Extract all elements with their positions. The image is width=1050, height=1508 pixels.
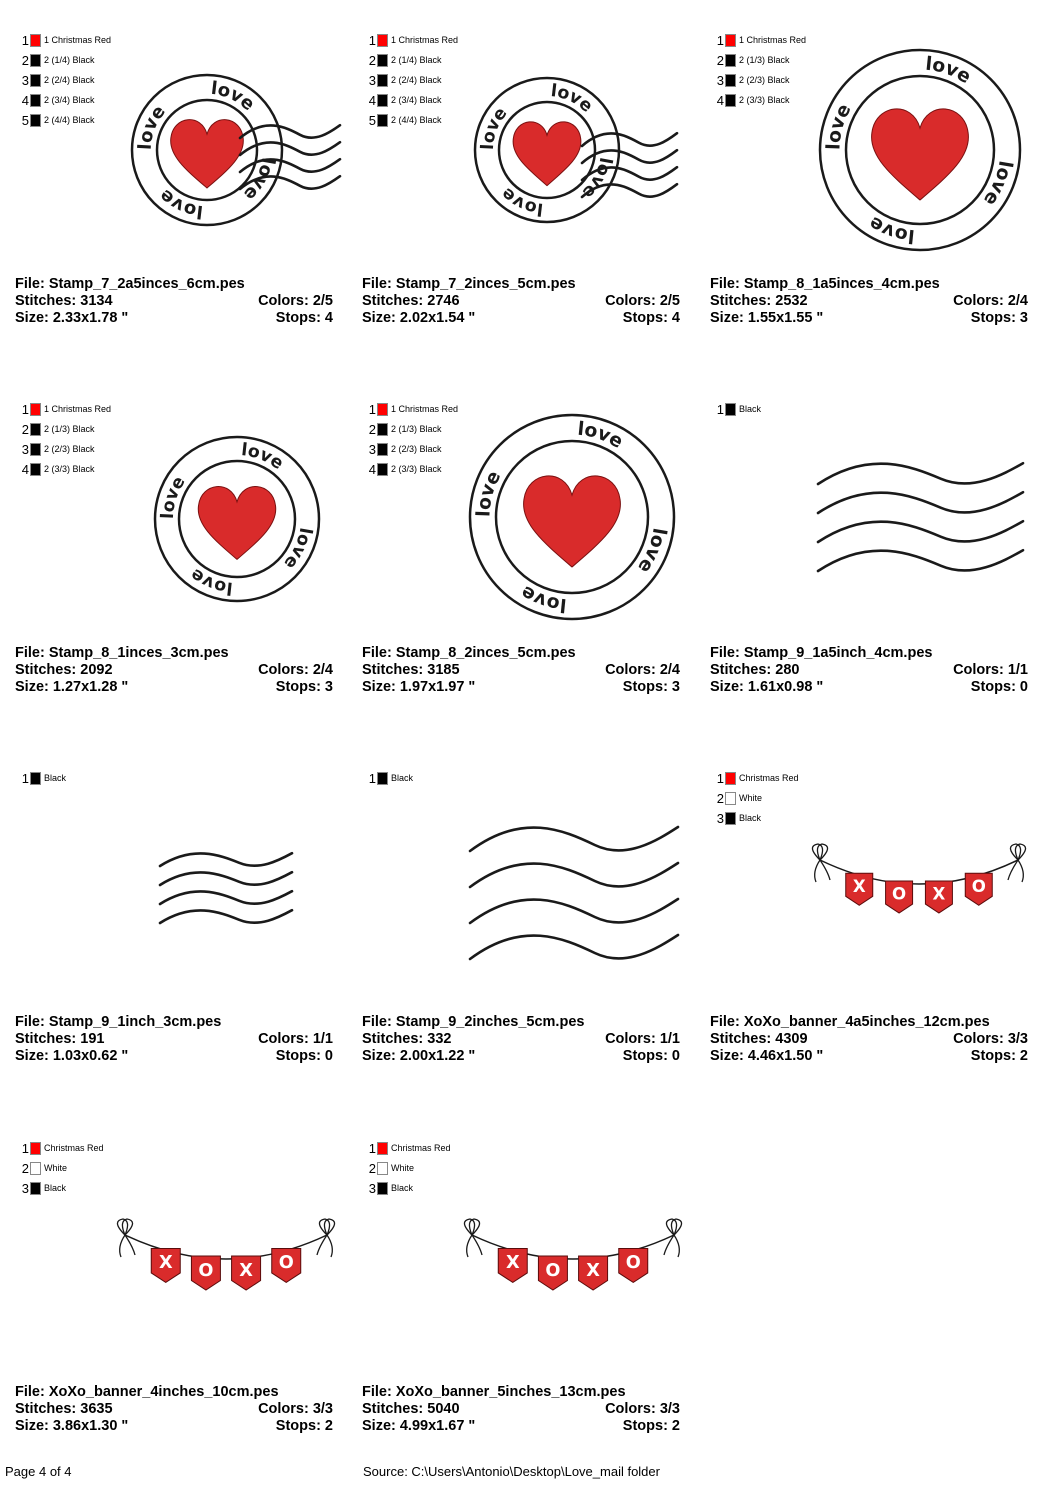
design-size: Size: 4.46x1.50 " [710,1048,824,1064]
stitch-count: Stitches: 191 [15,1031,105,1047]
design-size: Size: 3.86x1.30 " [15,1418,129,1434]
design-size: Size: 2.00x1.22 " [362,1048,476,1064]
color-count: Colors: 2/4 [258,662,333,678]
flag-letter: O [892,884,907,904]
file-name: File: Stamp_8_1inces_3cm.pes [15,645,229,661]
legend-number: 1 [21,401,29,417]
legend-label: 2 (2/3) Black [44,444,95,454]
file-name: File: Stamp_9_2inches_5cm.pes [362,1014,585,1030]
stamp-text: love [477,103,512,151]
legend-number: 1 [21,1140,29,1156]
stitch-count: Stitches: 3635 [15,1401,113,1417]
design-card [362,768,692,1138]
legend-number: 3 [21,441,29,457]
stamp-text: love [279,526,316,573]
legend-number: 3 [716,72,724,88]
xoxo-banner-art [710,768,1040,1008]
flag-letter: X [505,1253,520,1274]
legend-label: 2 (3/4) Black [391,95,442,105]
design-card [710,768,1040,1138]
color-count: Colors: 3/3 [953,1031,1028,1047]
color-count: Colors: 1/1 [953,662,1028,678]
stamp-text: love [157,472,190,520]
legend-number: 2 [368,421,376,437]
legend-number: 2 [716,52,724,68]
legend-label: Christmas Red [44,1143,104,1153]
file-name: File: Stamp_8_2inces_5cm.pes [362,645,576,661]
flag-letter: X [158,1253,173,1274]
legend-number: 1 [368,1140,376,1156]
design-size: Size: 1.55x1.55 " [710,310,824,326]
banner-flag [925,881,952,913]
legend-number: 1 [21,32,29,48]
stamp-text: love [576,418,627,453]
cancellation-wave-lines [160,853,292,923]
wave-cancellation-art [362,768,692,1008]
legend-label: 2 (1/4) Black [391,55,442,65]
stop-count: Stops: 0 [622,1048,680,1064]
stamp-text: love [924,53,975,89]
design-size: Size: 4.99x1.67 " [362,1418,476,1434]
flag-letter: O [971,876,986,896]
legend-label: Black [739,813,762,823]
stitch-count: Stitches: 2092 [15,662,113,678]
stitch-count: Stitches: 5040 [362,1401,460,1417]
color-count: Colors: 2/5 [605,293,680,309]
file-name: File: Stamp_9_1a5inch_4cm.pes [710,645,933,661]
stamp-text: love [577,155,616,203]
design-size: Size: 1.61x0.98 " [710,679,824,695]
round-love-stamp-art [15,399,345,639]
stitch-count: Stitches: 280 [710,662,800,678]
stamp-text: love [549,81,597,117]
stamp-text: love [239,156,279,205]
stamp-with-cancellation-art [362,30,692,270]
legend-number: 3 [21,1180,29,1196]
legend-label: 2 (1/3) Black [391,424,442,434]
legend-label: White [739,793,763,803]
legend-label: 2 (1/3) Black [739,55,790,65]
design-card [15,399,345,769]
stamp-text: love [865,211,916,247]
banner-flag [886,881,913,913]
stamp-text: love [633,526,670,577]
stamp-text: love [497,183,545,219]
color-count: Colors: 2/4 [605,662,680,678]
flag-letter: O [545,1260,561,1281]
legend-number: 2 [21,52,29,68]
stamp-text: love [240,440,288,474]
stitch-count: Stitches: 3134 [15,293,113,309]
banner-flag [232,1256,261,1290]
stitch-count: Stitches: 3185 [362,662,460,678]
legend-label: Black [391,1183,414,1193]
legend-number: 1 [716,401,724,417]
round-love-stamp-art [710,30,1040,270]
legend-number: 2 [368,52,376,68]
legend-number: 2 [21,421,29,437]
xoxo-banner [464,1219,681,1290]
design-card [15,30,345,400]
legend-label: 1 Christmas Red [391,35,459,45]
design-size: Size: 2.33x1.78 " [15,310,129,326]
file-name: File: XoXo_banner_5inches_13cm.pes [362,1384,626,1400]
wave-line [160,872,292,885]
xoxo-banner-art [15,1138,345,1378]
legend-label: Black [44,1183,67,1193]
stop-count: Stops: 2 [970,1048,1028,1064]
wave-line [160,891,292,904]
legend-number: 4 [21,92,29,108]
legend-label: Black [44,773,67,783]
cancellation-wave-lines [818,463,1023,571]
wave-line [470,935,678,959]
page-number: Page 4 of 4 [5,1464,72,1479]
stitch-count: Stitches: 2532 [710,293,808,309]
wave-line [160,910,292,923]
color-count: Colors: 3/3 [258,1401,333,1417]
legend-number: 2 [368,1160,376,1176]
stop-count: Stops: 0 [275,1048,333,1064]
stop-count: Stops: 3 [275,679,333,695]
stamp-text: love [134,101,170,151]
stamp-text: love [473,467,506,518]
legend-label: 1 Christmas Red [44,404,112,414]
color-count: Colors: 3/3 [605,1401,680,1417]
legend-number: 1 [368,770,376,786]
legend-number: 5 [21,112,29,128]
banner-flag [846,873,873,905]
heart-icon [513,122,581,186]
xoxo-banner [812,844,1025,913]
legend-number: 3 [368,1180,376,1196]
wave-cancellation-art [15,768,345,1008]
legend-number: 4 [368,461,376,477]
flag-letter: O [198,1260,214,1281]
legend-number: 1 [716,770,724,786]
banner-flag [151,1248,180,1282]
legend-number: 1 [368,32,376,48]
design-size: Size: 2.02x1.54 " [362,310,476,326]
stamp-text: love [155,184,205,223]
legend-label: Black [391,773,414,783]
stitch-count: Stitches: 4309 [710,1031,808,1047]
legend-label: 2 (2/3) Black [391,444,442,454]
wave-line [818,463,1023,484]
file-name: File: Stamp_8_1a5inces_4cm.pes [710,276,940,292]
design-size: Size: 1.97x1.97 " [362,679,476,695]
banner-flag [272,1248,301,1282]
legend-number: 3 [716,810,724,826]
legend-label: Christmas Red [391,1143,451,1153]
design-card [15,1138,345,1508]
legend-label: 2 (2/4) Black [44,75,95,85]
wave-cancellation-art [710,399,1040,639]
stamp-text: love [209,77,259,116]
design-card [362,399,692,769]
banner-flag [619,1248,648,1282]
legend-label: 2 (3/3) Black [44,464,95,474]
round-love-stamp [820,50,1020,250]
legend-label: 2 (2/3) Black [739,75,790,85]
heart-icon [171,120,244,188]
color-count: Colors: 2/5 [258,293,333,309]
flag-letter: X [932,884,946,904]
round-love-stamp [132,75,282,225]
legend-label: 2 (3/3) Black [391,464,442,474]
legend-label: 2 (1/3) Black [44,424,95,434]
file-name: File: XoXo_banner_4a5inches_12cm.pes [710,1014,990,1030]
stop-count: Stops: 3 [622,679,680,695]
design-size: Size: 1.27x1.28 " [15,679,129,695]
wave-line [240,142,340,155]
wave-line [470,899,678,923]
banner-flag [191,1256,220,1290]
stamp-text: love [978,159,1016,210]
banner-flag [538,1256,567,1290]
color-count: Colors: 1/1 [605,1031,680,1047]
legend-number: 4 [21,461,29,477]
xoxo-banner-art [362,1138,692,1378]
round-love-stamp-art [362,399,692,639]
legend-label: 1 Christmas Red [44,35,112,45]
cancellation-wave-lines [470,827,678,959]
flag-letter: X [586,1260,600,1281]
legend-label: 2 (4/4) Black [44,115,95,125]
stop-count: Stops: 2 [275,1418,333,1434]
stamp-with-cancellation-art [15,30,345,270]
design-card [710,399,1040,769]
legend-number: 3 [368,72,376,88]
flag-letter: O [625,1253,641,1274]
stamp-text: love [823,100,856,151]
round-love-stamp [470,415,674,619]
legend-number: 1 [368,401,376,417]
legend-label: White [44,1163,68,1173]
legend-number: 4 [368,92,376,108]
design-size: Size: 1.03x0.62 " [15,1048,129,1064]
flag-letter: X [239,1260,253,1281]
heart-icon [198,487,276,560]
stop-count: Stops: 3 [970,310,1028,326]
legend-number: 3 [368,441,376,457]
flag-letter: X [852,876,866,896]
legend-number: 4 [716,92,724,108]
wave-line [470,827,678,851]
wave-line [818,492,1023,513]
round-love-stamp [155,437,319,601]
source-path: Source: C:\Users\Antonio\Desktop\Love_mail folder [363,1464,660,1479]
stop-count: Stops: 0 [970,679,1028,695]
wave-line [582,133,677,146]
round-love-stamp [475,78,619,222]
design-card [710,30,1040,400]
wave-line [160,853,292,866]
design-card [362,30,692,400]
legend-label: 1 Christmas Red [739,35,807,45]
legend-number: 3 [21,72,29,88]
stitch-count: Stitches: 332 [362,1031,452,1047]
legend-label: Black [739,404,762,414]
design-card [362,1138,692,1508]
legend-label: 2 (3/3) Black [739,95,790,105]
color-count: Colors: 1/1 [258,1031,333,1047]
xoxo-banner [117,1219,334,1290]
color-count: Colors: 2/4 [953,293,1028,309]
stitch-count: Stitches: 2746 [362,293,460,309]
legend-label: 2 (1/4) Black [44,55,95,65]
legend-number: 2 [21,1160,29,1176]
heart-icon [524,476,621,567]
file-name: File: Stamp_7_2inces_5cm.pes [362,276,576,292]
file-name: File: XoXo_banner_4inches_10cm.pes [15,1384,279,1400]
legend-label: White [391,1163,415,1173]
stop-count: Stops: 4 [275,310,333,326]
stamp-text: love [517,581,568,616]
stamp-text: love [186,564,234,598]
legend-label: 2 (4/4) Black [391,115,442,125]
file-name: File: Stamp_7_2a5inces_6cm.pes [15,276,245,292]
legend-number: 5 [368,112,376,128]
legend-label: Christmas Red [739,773,799,783]
banner-flag [498,1248,527,1282]
legend-number: 1 [716,32,724,48]
legend-label: 2 (3/4) Black [44,95,95,105]
wave-line [818,521,1023,542]
design-card [15,768,345,1138]
legend-label: 2 (2/4) Black [391,75,442,85]
legend-label: 1 Christmas Red [391,404,459,414]
legend-number: 2 [716,790,724,806]
wave-line [470,863,678,887]
stop-count: Stops: 2 [622,1418,680,1434]
stop-count: Stops: 4 [622,310,680,326]
banner-flag [579,1256,608,1290]
legend-number: 1 [21,770,29,786]
flag-letter: O [278,1253,294,1274]
file-name: File: Stamp_9_1inch_3cm.pes [15,1014,222,1030]
heart-icon [872,109,969,200]
banner-flag [965,873,992,905]
wave-line [818,550,1023,571]
